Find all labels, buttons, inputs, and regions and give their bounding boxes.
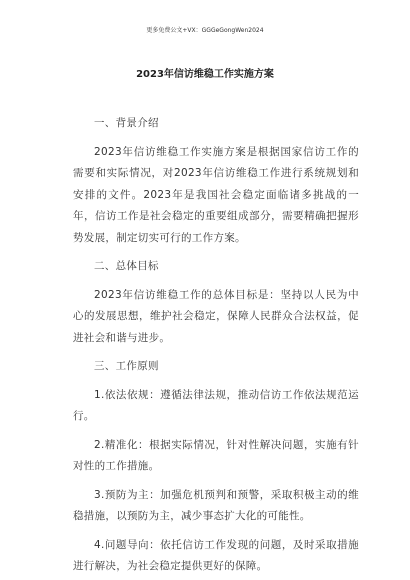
- spacer: [73, 349, 359, 356]
- spacer: [73, 378, 359, 385]
- spacer: [73, 135, 359, 142]
- document-body: [73, 113, 359, 578]
- section-background: [73, 113, 359, 249]
- document-title: 2023年信访维稳工作实施方案: [136, 69, 274, 80]
- spacer: [73, 428, 359, 435]
- spacer: [73, 249, 359, 256]
- spacer: [73, 278, 359, 285]
- section-principles: [73, 356, 359, 578]
- section-heading: 三、工作原则: [94, 360, 159, 372]
- section-heading: 一、背景介绍: [94, 117, 159, 129]
- paragraph: 2023年信访维稳工作的总体目标是：坚持以人民为中心的发展思想，维护社会稳定，保障人民群众合法权益，促进社会和谐与进步。: [73, 288, 359, 344]
- section-heading: 二、总体目标: [94, 260, 159, 272]
- spacer: [73, 528, 359, 535]
- principle-item: 3.预防为主：加强危机预判和预警，采取积极主动的维稳措施，以预防为主，减少事态扩大化的可能性。: [73, 488, 359, 522]
- spacer: [73, 478, 359, 485]
- principle-item: 2.精准化：根据实际情况，针对性解决问题，实施有针对性的工作措施。: [73, 438, 359, 472]
- header-note: 更多免费公文+VX：GGGeGongWen2024: [146, 27, 264, 34]
- paragraph: 2023年信访维稳工作实施方案是根据国家信访工作的需要和实际情况，对2023年信访维稳工作进行系统规划和安排的文件。2023年是我国社会稳定面临诸多挑战的一年，信访工作是社会稳定的重要组成部分，需要精确把握形势发展，制定切实可行的工作方案。: [73, 145, 359, 244]
- principle-item: 4.问题导向：依托信访工作发现的问题，及时采取措施进行解决，为社会稳定提供更好的保障。: [73, 538, 359, 572]
- principle-item: 1.依法依规：遵循法律法规，推动信访工作依法规范运行。: [73, 388, 359, 422]
- section-goals: [73, 256, 359, 349]
